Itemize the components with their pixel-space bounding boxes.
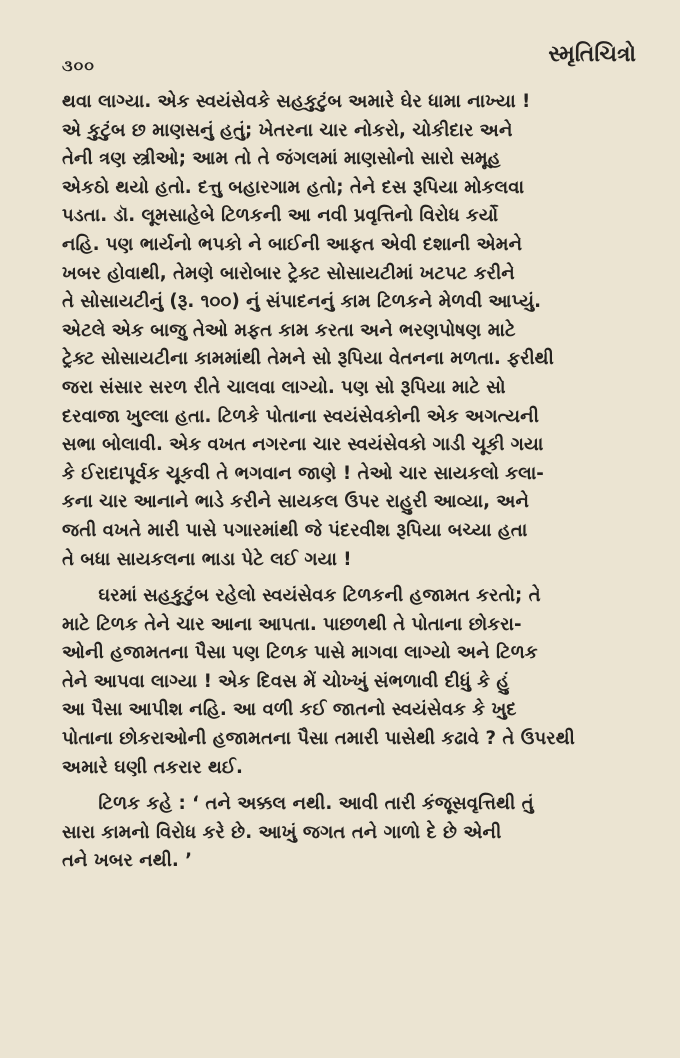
text-line: તેની ત્રણ સ્ત્રીઓ; આમ તો તે જંગલમાં માણસોનો સારો સમૂહ <box>62 148 501 170</box>
text-line: ટિળક કહે : ‘ તને અક્કલ નથી. આવી તારી કંજૂસવૃત્તિથી તું <box>98 793 534 815</box>
paragraph-2 <box>62 582 638 782</box>
running-head: સ્મૃતિચિત્રો <box>548 42 636 67</box>
text-line: ઓની હજામતના પૈસા પણ ટિળક પાસે માગવા લાગ્યો અને ટિળક <box>62 642 538 664</box>
paragraph-1 <box>62 88 638 574</box>
text-line: જતી વખતે મારી પાસે પગારમાંથી જે પંદરવીશ રૂપિયા બચ્યા હતા <box>62 519 528 541</box>
text-line: નહિ. પણ ભાર્યનો ભપકો ને બાઈની આફત એવી દશાની એમને <box>62 233 523 255</box>
text-line: એકઠો થયો હતો. દત્તુ બહારગામ હતો; તેને દસ રૂપિયા મોકલવા <box>62 176 525 198</box>
page-number: ૩૦૦ <box>62 56 95 75</box>
text-line: જરા સંસાર સરળ રીતે ચાલવા લાગ્યો. પણ સો રૂપિયા માટે સો <box>62 376 506 398</box>
text-line: પડતા. ડૉ. લૂમસાહેબે ટિળકની આ નવી પ્રવૃત્તિનો વિરોધ કર્યો <box>62 205 499 227</box>
page-header <box>62 42 636 82</box>
text-line: એ કુટુંબ છ માણસનું હતું; ખેતરના ચાર નોકરો, ચોકીદાર અને <box>62 119 513 141</box>
text-line: એટલે એક બાજુ તેઓ મફત કામ કરતા અને ભરણપોષણ માટે <box>62 319 516 341</box>
text-line: ખબર હોવાથી, તેમણે બારોબાર ટ્રેક્ટ સોસાયટીમાં ખટપટ કરીને <box>62 262 515 284</box>
text-line: દરવાજા ખુલ્લા હતા. ટિળકે પોતાના સ્વયંસેવકોની એક અગત્યની <box>62 405 539 427</box>
text-line: ટ્રેક્ટ સોસાયટીના કામમાંથી તેમને સો રૂપિયા વેતનના મળતા. ફરીથી <box>62 348 554 370</box>
text-line: તને ખબર નથી. ’ <box>62 850 193 872</box>
text-line: સભા બોલાવી. એક વખત નગરના ચાર સ્વયંસેવકો ગાડી ચૂકી ગયા <box>62 434 544 456</box>
text-line: માટે ટિળક તેને ચાર આના આપતા. પાછળથી તે પોતાના છોકરા- <box>62 613 522 635</box>
text-line: થવા લાગ્યા. એક સ્વયંસેવકે સહકુટુંબ અમારે ઘેર ધામા નાખ્યા ! <box>62 91 531 112</box>
text-line: સારા કામનો વિરોધ કરે છે. આખું જગત તને ગાળો દે છે એની <box>62 821 502 843</box>
text-line: આ પૈસા આપીશ નહિ. આ વળી કઈ જાતનો સ્વયંસેવક કે ખુદ <box>62 699 517 721</box>
text-line: અમારે ઘણી તકરાર થઈ. <box>62 756 243 778</box>
text-line: કના ચાર આનાને ભાડે કરીને સાયકલ ઉપર રાહુરી આવ્યા, અને <box>62 491 530 513</box>
text-line: કે ઈરાદાપૂર્વક ચૂકવી તે ભગવાન જાણે ! તેઓ ચાર સાયકલો કલા- <box>62 462 544 484</box>
text-line: તે સોસાયટીનું (રૂ. ૧૦૦) નું સંપાદનનું કામ ટિળકને મેળવી આપ્યું. <box>62 291 542 313</box>
text-line: તે બધા સાયકલના ભાડા પેટે લઈ ગયા ! <box>62 548 352 570</box>
body-text <box>62 88 638 876</box>
text-line: ઘરમાં સહકુટુંબ રહેલો સ્વયંસેવક ટિળકની હજામત કરતો; તે <box>98 585 541 607</box>
text-line: પોતાના છોકરાઓની હજામતના પૈસા તમારી પાસેથી કઢાવે ? તે ઉપરથી <box>62 728 575 750</box>
text-line: તેને આપવા લાગ્યા ! એક દિવસ મેં ચોખ્ખું સંભળાવી દીધું કે હું <box>62 670 510 692</box>
paragraph-3 <box>62 790 638 876</box>
